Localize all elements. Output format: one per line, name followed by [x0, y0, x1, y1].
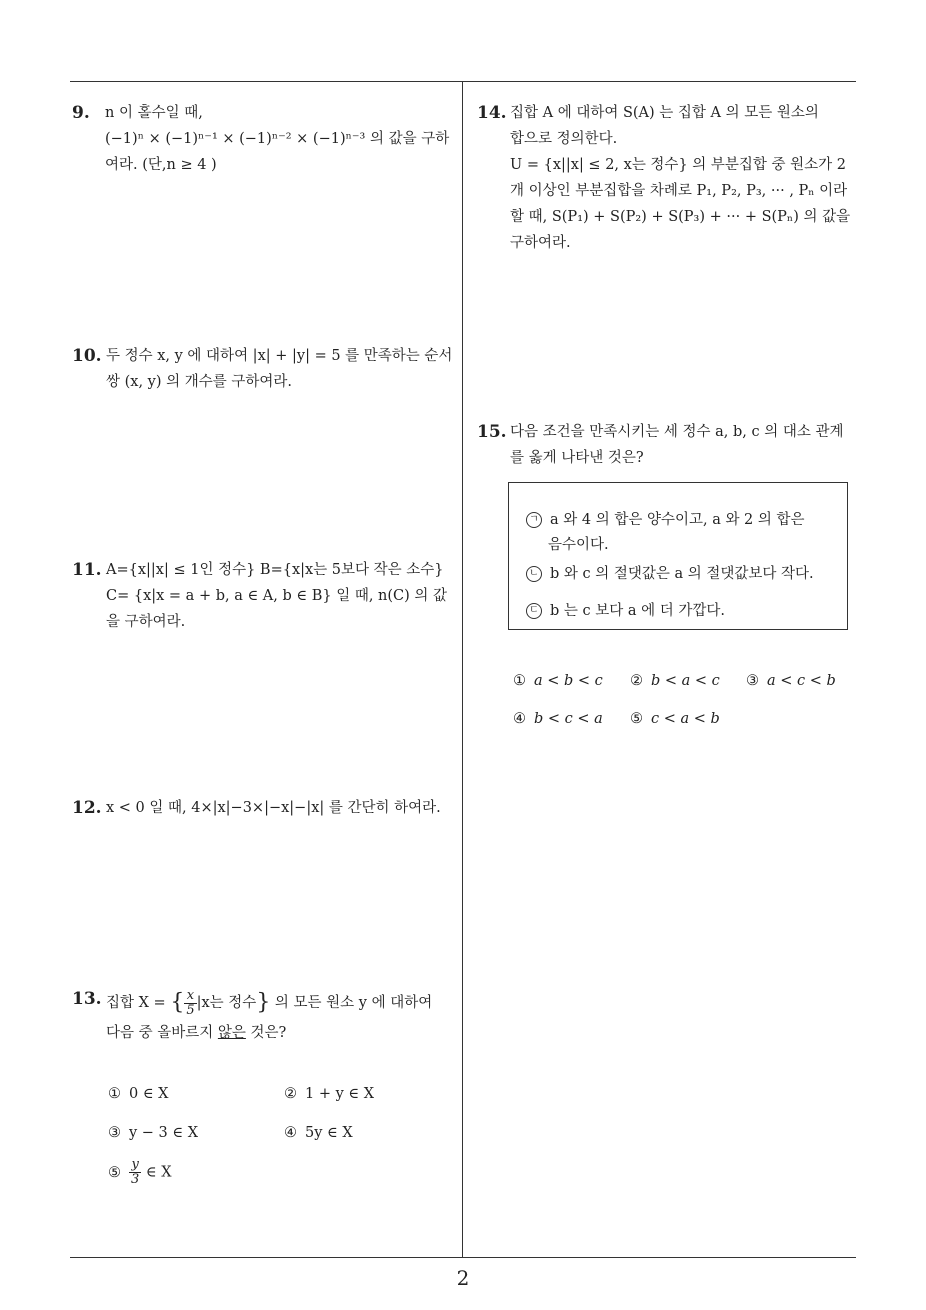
fraction-denominator: 3	[131, 1172, 140, 1187]
choice-5[interactable]	[630, 711, 720, 727]
question-text-line: A={x||x| ≤ 1인 정수} B={x|x는 5보다 작은 소수}	[106, 562, 444, 578]
condition-mark: ㄴ	[526, 566, 542, 582]
choice-number: ⑤	[108, 1164, 121, 1181]
question-text-line: x < 0 일 때, 4×|x|−3×|−x|−|x| 를 간단히 하여라.	[106, 800, 441, 816]
question-number: 9.	[72, 103, 90, 123]
condition-text: b 와 c 의 절댓값은 a 의 절댓값보다 작다.	[550, 566, 814, 582]
choice-text: c < a < b	[651, 711, 720, 727]
choice-number: ③	[108, 1125, 121, 1141]
choice-1[interactable]	[108, 1086, 169, 1102]
bottom-rule	[70, 1257, 856, 1258]
question-14	[477, 100, 862, 256]
question-number: 14.	[477, 103, 507, 123]
column-divider	[462, 82, 463, 1257]
question-11	[72, 557, 457, 635]
question-number: 12.	[72, 798, 102, 818]
choice-number: ①	[513, 673, 526, 689]
question-text: 의 모든 원소 y 에 대하여	[274, 995, 433, 1011]
question-text-line: 두 정수 x, y 에 대하여 |x| + |y| = 5 를 만족하는 순서	[106, 348, 453, 364]
fraction-denominator: 5	[186, 1002, 195, 1018]
fraction-numerator: x	[184, 989, 196, 1004]
fraction	[129, 1158, 141, 1187]
choice-number: ②	[630, 673, 643, 689]
underlined-word: 않은	[217, 1025, 246, 1041]
question-text-line: 구하여라.	[510, 235, 571, 251]
question-number: 10.	[72, 346, 102, 366]
choice-text: b < c < a	[534, 711, 603, 727]
question-text-line: 다음 조건을 만족시키는 세 정수 a, b, c 의 대소 관계	[510, 424, 844, 440]
choice-text: 0 ∈ X	[129, 1086, 169, 1102]
choice-text: y − 3 ∈ X	[129, 1125, 199, 1141]
choice-number: ④	[513, 711, 526, 727]
question-text-line: n 이 홀수일 때,	[105, 105, 203, 121]
condition-2	[526, 561, 814, 587]
question-text-line: C= {x|x = a + b, a ∈ A, b ∈ B} 일 때, n(C) 의 값	[106, 588, 448, 604]
question-text: 다음 중 올바르지	[106, 1025, 218, 1041]
choice-text: ∈ X	[145, 1164, 172, 1181]
condition-text: 음수이다.	[548, 537, 609, 553]
question-text-line	[106, 1020, 457, 1046]
question-text-line: 를 옳게 나타낸 것은?	[510, 450, 644, 466]
condition-mark: ㄷ	[526, 603, 542, 619]
choice-2[interactable]	[630, 673, 720, 689]
choice-2[interactable]	[284, 1086, 374, 1102]
question-text-line: 쌍 (x, y) 의 개수를 구하여라.	[106, 374, 293, 390]
set-condition: |x는 정수	[196, 995, 257, 1011]
choice-3[interactable]	[746, 673, 836, 689]
question-9	[72, 100, 457, 178]
question-text-line: 집합 A 에 대하여 S(A) 는 집합 A 의 모든 원소의	[510, 105, 819, 121]
question-number: 13.	[72, 989, 102, 1009]
top-rule	[70, 81, 856, 82]
choice-number: ⑤	[630, 711, 643, 727]
question-number: 15.	[477, 422, 507, 442]
choice-number: ④	[284, 1125, 297, 1141]
choice-number: ①	[108, 1086, 121, 1102]
choice-text: b < a < c	[651, 673, 720, 689]
brace-close-icon: }	[256, 990, 271, 1015]
choice-text: 1 + y ∈ X	[305, 1086, 375, 1102]
choice-number: ②	[284, 1086, 297, 1102]
brace-open-icon: {	[170, 990, 185, 1015]
question-text-line: 여라. (단,n ≥ 4 )	[105, 157, 217, 173]
question-text-line: U = {x||x| ≤ 2, x는 정수} 의 부분집합 중 원소가 2	[510, 157, 847, 173]
choice-4[interactable]	[284, 1125, 353, 1141]
question-10	[72, 343, 457, 395]
page-number: 2	[456, 1266, 470, 1290]
choice-number: ③	[746, 673, 759, 689]
choice-4[interactable]	[513, 711, 603, 727]
fraction	[184, 989, 196, 1018]
question-text: 것은?	[245, 1025, 287, 1041]
fraction-numerator: y	[129, 1158, 141, 1173]
question-text-line: 합으로 정의한다.	[510, 131, 618, 147]
condition-text: b 는 c 보다 a 에 더 가깝다.	[550, 603, 725, 619]
question-text-line: 을 구하여라.	[106, 614, 186, 630]
choice-3[interactable]	[108, 1125, 198, 1141]
question-text-line: 할 때, S(P₁) + S(P₂) + S(P₃) + ··· + S(Pₙ) 의 값을	[510, 209, 851, 225]
condition-text: a 와 4 의 합은 양수이고, a 와 2 의 합은	[550, 512, 805, 528]
question-13	[72, 986, 457, 1046]
question-15	[477, 419, 862, 471]
question-text-line: 개 이상인 부분집합을 차례로 P₁, P₂, P₃, ··· , Pₙ 이라	[510, 183, 848, 199]
choice-1[interactable]	[513, 673, 603, 689]
condition-1-cont	[548, 532, 609, 558]
choice-text: a < c < b	[767, 673, 836, 689]
question-number: 11.	[72, 560, 102, 580]
condition-3	[526, 598, 725, 624]
question-text-line	[106, 986, 457, 1020]
choice-text: 5y ∈ X	[305, 1125, 353, 1141]
choice-text: a < b < c	[534, 673, 603, 689]
question-text-line: (−1)ⁿ × (−1)ⁿ⁻¹ × (−1)ⁿ⁻² × (−1)ⁿ⁻³ 의 값을 구하	[105, 131, 450, 147]
choice-5[interactable]	[108, 1158, 172, 1187]
condition-mark: ㄱ	[526, 512, 542, 528]
condition-1	[526, 507, 805, 533]
question-12	[72, 795, 457, 821]
set-label: 집합 X =	[106, 995, 166, 1011]
